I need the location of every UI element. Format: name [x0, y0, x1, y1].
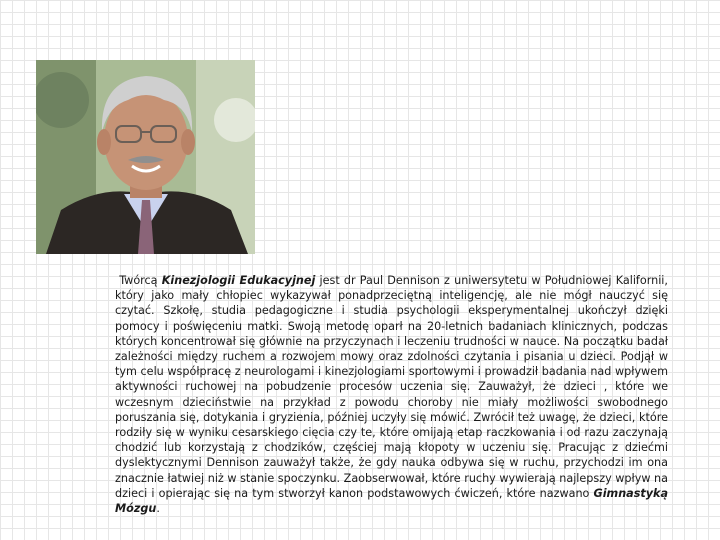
- portrait-illustration: [36, 60, 255, 254]
- paragraph-body: jest dr Paul Dennison z uniwersytetu w Południowej Kalifornii, który jako mały chłopiec wykazywał ponadprzeciętną inteligencję, ale nie mógł nauczyć się czytać. Szkołę, studia pedagogiczne i studia psychologii eksperymentalnej ukończył dzięki pomocy i poświęceniu matki. Swoją metodę oparł na 20-letnich badaniach klinicznych, podczas których koncentrował się głównie na przyczynach i leczeniu trudności w nauce. Na początku badał zależności między ruchem a rozwojem mowy oraz zdolności czytania i pisania u dzieci. Podjął w tym celu współpracę z neurologami i kinezjologiami sportowymi i prowadził badania nad wpływem aktywności ruchowej na pobudzenie procesów uczenia się. Zauważył, że dzieci , które we wczesnym dzieciństwie na przykład z powodu choroby nie miały możliwości swobodnego poruszania się, dotykania i gryzienia, później uczyły się mówić. Zwrócił też uwagę, że dzieci, które rodziły się w wyniku cesarskiego cięcia czy te, które omijają etap raczkowania i od razu zaczynają chodzić lub korzystają z chodzików, częściej mają kłopoty w uczeniu się. Pracując z dziećmi dyslektycznymi Dennison zauważył także, że gdy nauka odbywa się w ruchu, przychodzi im ona znacznie łatwiej niż w stanie spoczynku. Zaobserwował, które ruchy wywierają najlepszy wpływ na dzieci i opierając się na tym stworzył kanon podstawowych ćwiczeń, które nazwano: [115, 274, 668, 500]
- paragraph-closing: .: [156, 502, 160, 516]
- paragraph-lead: Twórcą: [119, 274, 162, 287]
- term-brain-gym: Gimnastyką Mózgu: [115, 486, 668, 516]
- term-edu-kinesiology: Kinezjologii Edukacyjnej: [161, 274, 316, 287]
- portrait-photo: [36, 60, 255, 254]
- biography-paragraph: [115, 273, 668, 516]
